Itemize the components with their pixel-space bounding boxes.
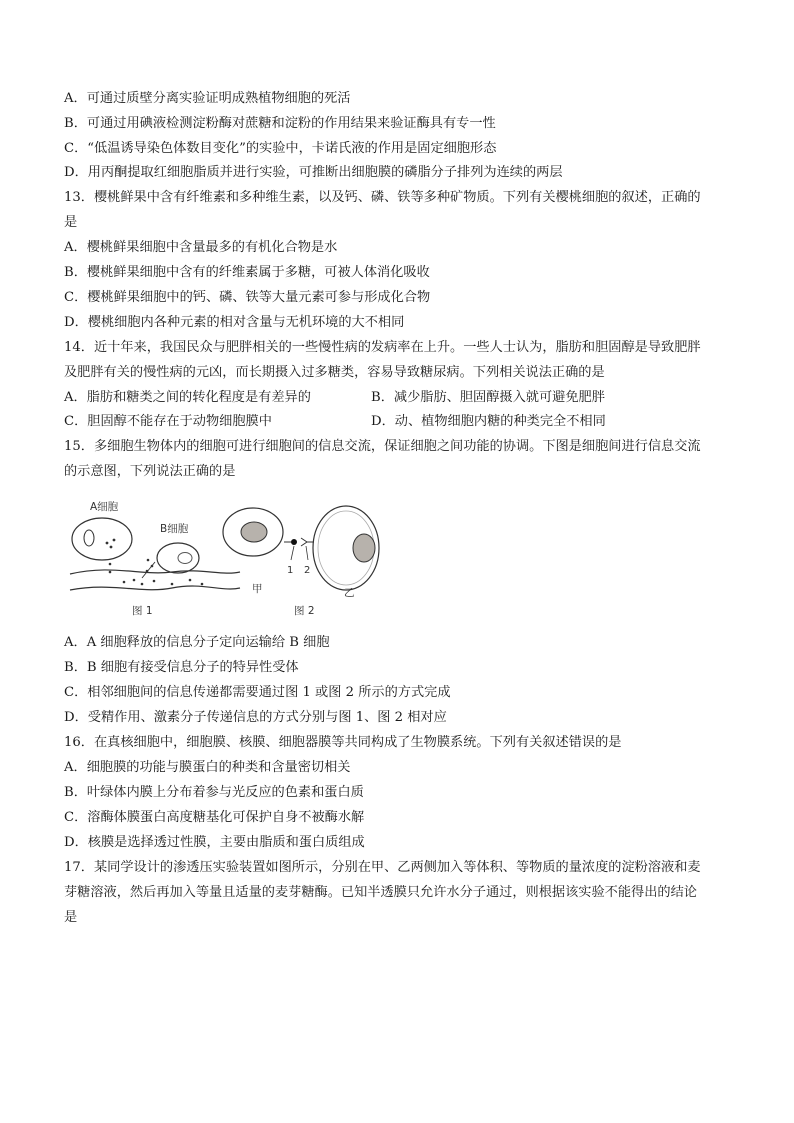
cell-jia-nucleus xyxy=(241,522,267,542)
figure-1 xyxy=(70,501,240,617)
q16-option-b: B．叶绿体内膜上分布着参与光反应的色素和蛋白质 xyxy=(64,785,364,800)
cell-yi-nucleus xyxy=(353,534,375,562)
label-2: 2 xyxy=(304,565,311,576)
label-jia: 甲 xyxy=(252,583,263,595)
q13-option-a: A．樱桃鲜果细胞中含量最多的有机化合物是水 xyxy=(64,240,338,255)
signal-molecule-1 xyxy=(291,539,297,545)
blood-vessel-bottom xyxy=(70,586,240,590)
q14-option-b: B．减少脂肪、胆固醇摄入就可避免肥胖 xyxy=(371,390,605,405)
q13-option-c: C．樱桃鲜果细胞中的钙、磷、铁等大量元素可参与形成化合物 xyxy=(64,290,431,305)
cell-signaling-figure xyxy=(62,492,402,622)
q17-stem-end: 是 xyxy=(64,910,78,925)
label-yi: 乙 xyxy=(344,587,355,599)
q14-option-d: D．动、植物细胞内糖的种类完全不相同 xyxy=(371,414,606,429)
q15-option-d: D．受精作用、激素分子传递信息的方式分别与图 1、图 2 相对应 xyxy=(64,710,447,725)
label-1: 1 xyxy=(287,565,294,576)
q13-stem-cont: 是 xyxy=(64,215,78,230)
q16-option-c: C．溶酶体膜蛋白高度糖基化可保护自身不被酶水解 xyxy=(64,810,365,825)
q14-option-c: C．胆固醇不能存在于动物细胞膜中 xyxy=(64,414,272,429)
q15-option-c: C．相邻细胞间的信息传递都需要通过图 1 或图 2 所示的方式完成 xyxy=(64,685,451,700)
q12-option-c: C．“低温诱导染色体数目变化”的实验中，卡诺氏液的作用是固定细胞形态 xyxy=(64,141,497,156)
q14-stem-cont: 及肥胖有关的慢性病的元凶，而长期摄入过多糖类，容易导致糖尿病。下列相关说法正确的是 xyxy=(64,365,605,380)
q17-stem: 17．某同学设计的渗透压实验装置如图所示，分别在甲、乙两侧加入等体积、等物质的量浓度的淀粉溶液和麦 xyxy=(64,860,701,875)
q16-stem: 16．在真核细胞中，细胞膜、核膜、细胞器膜等共同构成了生物膜系统。下列有关叙述错误的是 xyxy=(64,735,622,750)
q15-stem-cont: 的示意图，下列说法正确的是 xyxy=(64,464,236,479)
cell-a-nucleus xyxy=(84,530,94,546)
blood-vessel-top xyxy=(70,570,240,574)
cell-b-nucleus xyxy=(178,553,192,564)
q14-options-row-1 xyxy=(64,389,724,407)
cell-a-outline xyxy=(72,518,132,560)
receptor-2 xyxy=(301,538,314,546)
q12-option-d: D．用丙酮提取红细胞脂质并进行实验，可推断出细胞膜的磷脂分子排列为连续的两层 xyxy=(64,165,563,180)
q16-option-a: A．细胞膜的功能与膜蛋白的种类和含量密切相关 xyxy=(64,760,351,775)
q14-option-a: A．脂肪和糖类之间的转化程度是有差异的 xyxy=(64,390,311,405)
q15-option-b: B．B 细胞有接受信息分子的特异性受体 xyxy=(64,660,299,675)
cell-b-label: B细胞 xyxy=(160,523,189,535)
q13-option-d: D．樱桃细胞内各种元素的相对含量与无机环境的大不相同 xyxy=(64,315,405,330)
q12-option-a: A．可通过质壁分离实验证明成熟植物细胞的死活 xyxy=(64,91,351,106)
q16-option-d: D．核膜是选择透过性膜，主要由脂质和蛋白质组成 xyxy=(64,835,365,850)
q13-stem: 13．樱桃鲜果中含有纤维素和多种维生素，以及钙、磷、铁等多种矿物质。下列有关樱桃细胞的叙述，正确的 xyxy=(64,190,701,205)
q14-stem: 14．近十年来，我国民众与肥胖相关的一些慢性病的发病率在上升。一些人士认为，脂肪和胆固醇是导致肥胖 xyxy=(64,340,701,355)
q17-stem-cont: 芽糖溶液，然后再加入等量且适量的麦芽糖酶。已知半透膜只允许水分子通过，则根据该实验不能得出的结论 xyxy=(64,885,697,900)
q12-option-b: B．可通过用碘液检测淀粉酶对蔗糖和淀粉的作用结果来验证酶具有专一性 xyxy=(64,116,496,131)
cell-a-label: A细胞 xyxy=(90,501,119,513)
q14-options-row-2 xyxy=(64,413,724,431)
figure-2-caption: 图 2 xyxy=(294,605,315,617)
q15-option-a: A．A 细胞释放的信息分子定向运输给 B 细胞 xyxy=(64,635,330,650)
q13-option-b: B．樱桃鲜果细胞中含有的纤维素属于多糖，可被人体消化吸收 xyxy=(64,265,430,280)
figure-1-caption: 图 1 xyxy=(132,605,153,617)
q15-stem: 15．多细胞生物体内的细胞可进行细胞间的信息交流，保证细胞之间功能的协调。下图是细胞间进行信息交流 xyxy=(64,439,701,454)
figure-2 xyxy=(223,506,379,617)
